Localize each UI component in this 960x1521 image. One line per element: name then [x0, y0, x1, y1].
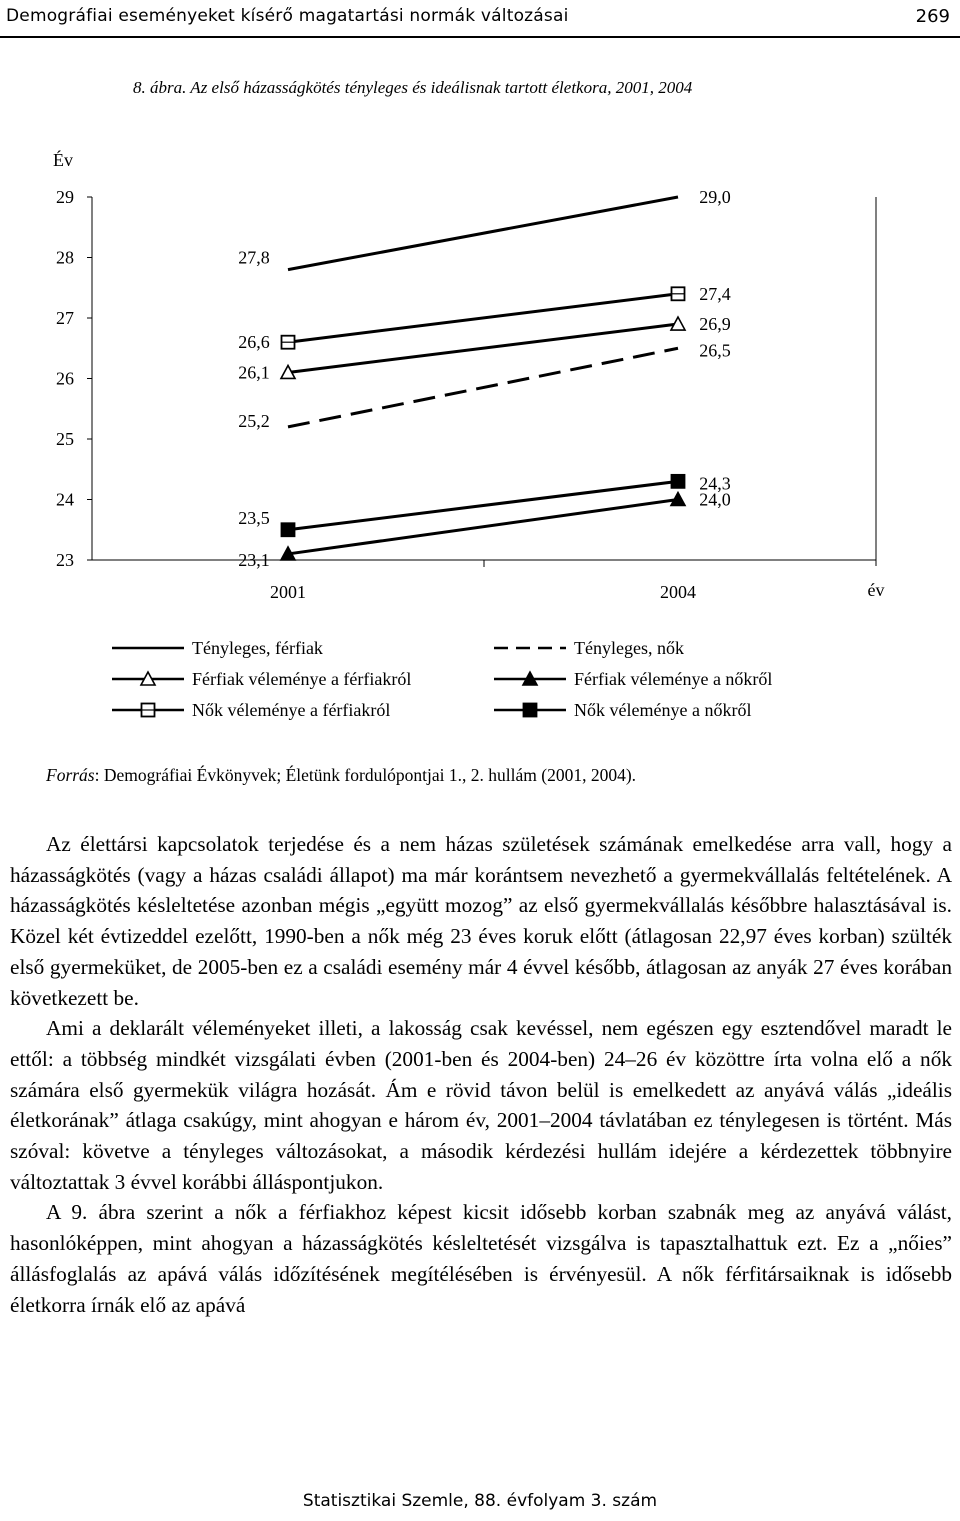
y-tick-label: 25 [56, 429, 74, 449]
legend-label: Tényleges, nők [574, 638, 684, 658]
paragraph: Ami a deklarált véleményeket illeti, a lakosság csak kevéssel, nem egészen egy esztendővel maradt le ettől: a többség mindkét vizsgálati évben (2001-ben és 2004-ben) 24–26 év közöttre írta volna elő a nők számára első gyermekük világra hozását. Ám e rövid távon belül is emelkedett az anyává válás „ideális életkorának” átlaga csakúgy, mint ahogyan e három év, 2001–2004 távlatában ez ténylegesen is történt. Más szóval: követve a tényleges változásokat, a második kérdezési hullám idejére a kérdezettek többnyire változtattak 3 évvel korábbi álláspontjukon. [10, 1016, 952, 1194]
paragraph: A 9. ábra szerint a nők a férfiakhoz képest kicsit idősebb korban szabnák meg az anyává válást, hasonlóképpen, mint ahogyan a házasságkötés késleltetését vizsgálva is tapasztalhattuk ezt. Ez a „nőies” állásfoglalás az apává válás időzítésének megítélésében is érvényesül. A nők férfitársaiknak is idősebb életkorra írnák elő az apává [10, 1200, 952, 1317]
data-label: 23,5 [238, 507, 270, 528]
page-number: 269 [915, 6, 950, 27]
legend-label: Nők véleménye a férfiakról [192, 700, 391, 720]
data-label: 26,1 [238, 362, 270, 383]
series-line [288, 500, 678, 554]
data-label: 26,6 [238, 332, 270, 353]
series-line [288, 197, 678, 270]
data-label: 24,3 [699, 473, 731, 494]
chart-series [281, 197, 685, 560]
data-label: 25,2 [238, 410, 270, 431]
legend-label: Férfiak véleménye a nőkről [574, 669, 773, 689]
y-tick-label: 26 [56, 368, 74, 389]
line-chart [0, 130, 960, 730]
chart-data-labels [238, 187, 731, 570]
data-label: 23,1 [238, 549, 270, 570]
running-header [0, 0, 960, 38]
body-text [10, 829, 952, 1320]
figure-source [46, 765, 636, 786]
data-label: 26,5 [699, 340, 731, 361]
y-tick-label: 24 [56, 489, 74, 510]
series-marker [282, 523, 295, 536]
data-label: 24,0 [699, 489, 731, 510]
y-tick-label: 28 [56, 247, 74, 268]
series-marker [672, 475, 685, 488]
data-label: 29,0 [699, 187, 731, 207]
source-label: Forrás [46, 765, 95, 785]
chart-legend [112, 638, 772, 720]
legend-label: Nők véleménye a nőkről [574, 700, 752, 720]
legend-label: Tényleges, férfiak [192, 638, 323, 658]
figure-caption: 8. ábra. Az első házasságkötés tényleges és ideálisnak tartott életkora, 2001, 2004 [133, 78, 693, 97]
data-label: 26,9 [699, 314, 731, 335]
data-label: 27,4 [699, 283, 731, 304]
paragraph: Az élettársi kapcsolatok terjedése és a nem házas születések számának emelkedése arra vall, hogy a házasságkötés (vagy a házas családi állapot) ma már korántsem nevezhető a gyermekvállalás feltételének. A házasságkötés késleltetése azonban mégis „együtt mozog” az első gyermekvállalás későbbre halasztásával is. Közel két évtizeddel ezelőtt, 1990-ben a nők még 23 éves koruk előtt (átlagosan 22,97 éves korban) szülték első gyermeküket, de 2005-ben ez a családi esemény már 4 évvel később, átlagosan az anyák 27 éves korában következett be. [10, 832, 952, 1010]
y-tick-label: 23 [56, 550, 74, 570]
chart-axes [53, 149, 885, 602]
data-label: 27,8 [238, 247, 270, 268]
series-line [288, 348, 678, 427]
journal-footer: Statisztikai Szemle, 88. évfolyam 3. szám [302, 1491, 658, 1511]
series-line [288, 481, 678, 529]
y-axis-title: Év [53, 150, 73, 170]
legend-label: Férfiak véleménye a férfiakról [192, 669, 412, 689]
y-tick-label: 29 [56, 187, 74, 207]
y-tick-label: 27 [56, 308, 74, 328]
source-text: : Demográfiai Évkönyvek; Életünk fordulópontjai 1., 2. hullám (2001, 2004). [94, 765, 637, 785]
running-title: Demográfiai eseményeket kísérő magatartási normák változásai [6, 6, 569, 26]
series-line [288, 324, 678, 372]
legend-marker [524, 704, 537, 717]
x-tick-label: 2004 [660, 582, 696, 602]
x-tick-label: 2001 [270, 582, 306, 602]
x-axis-title: év [867, 580, 885, 600]
series-line [288, 294, 678, 342]
